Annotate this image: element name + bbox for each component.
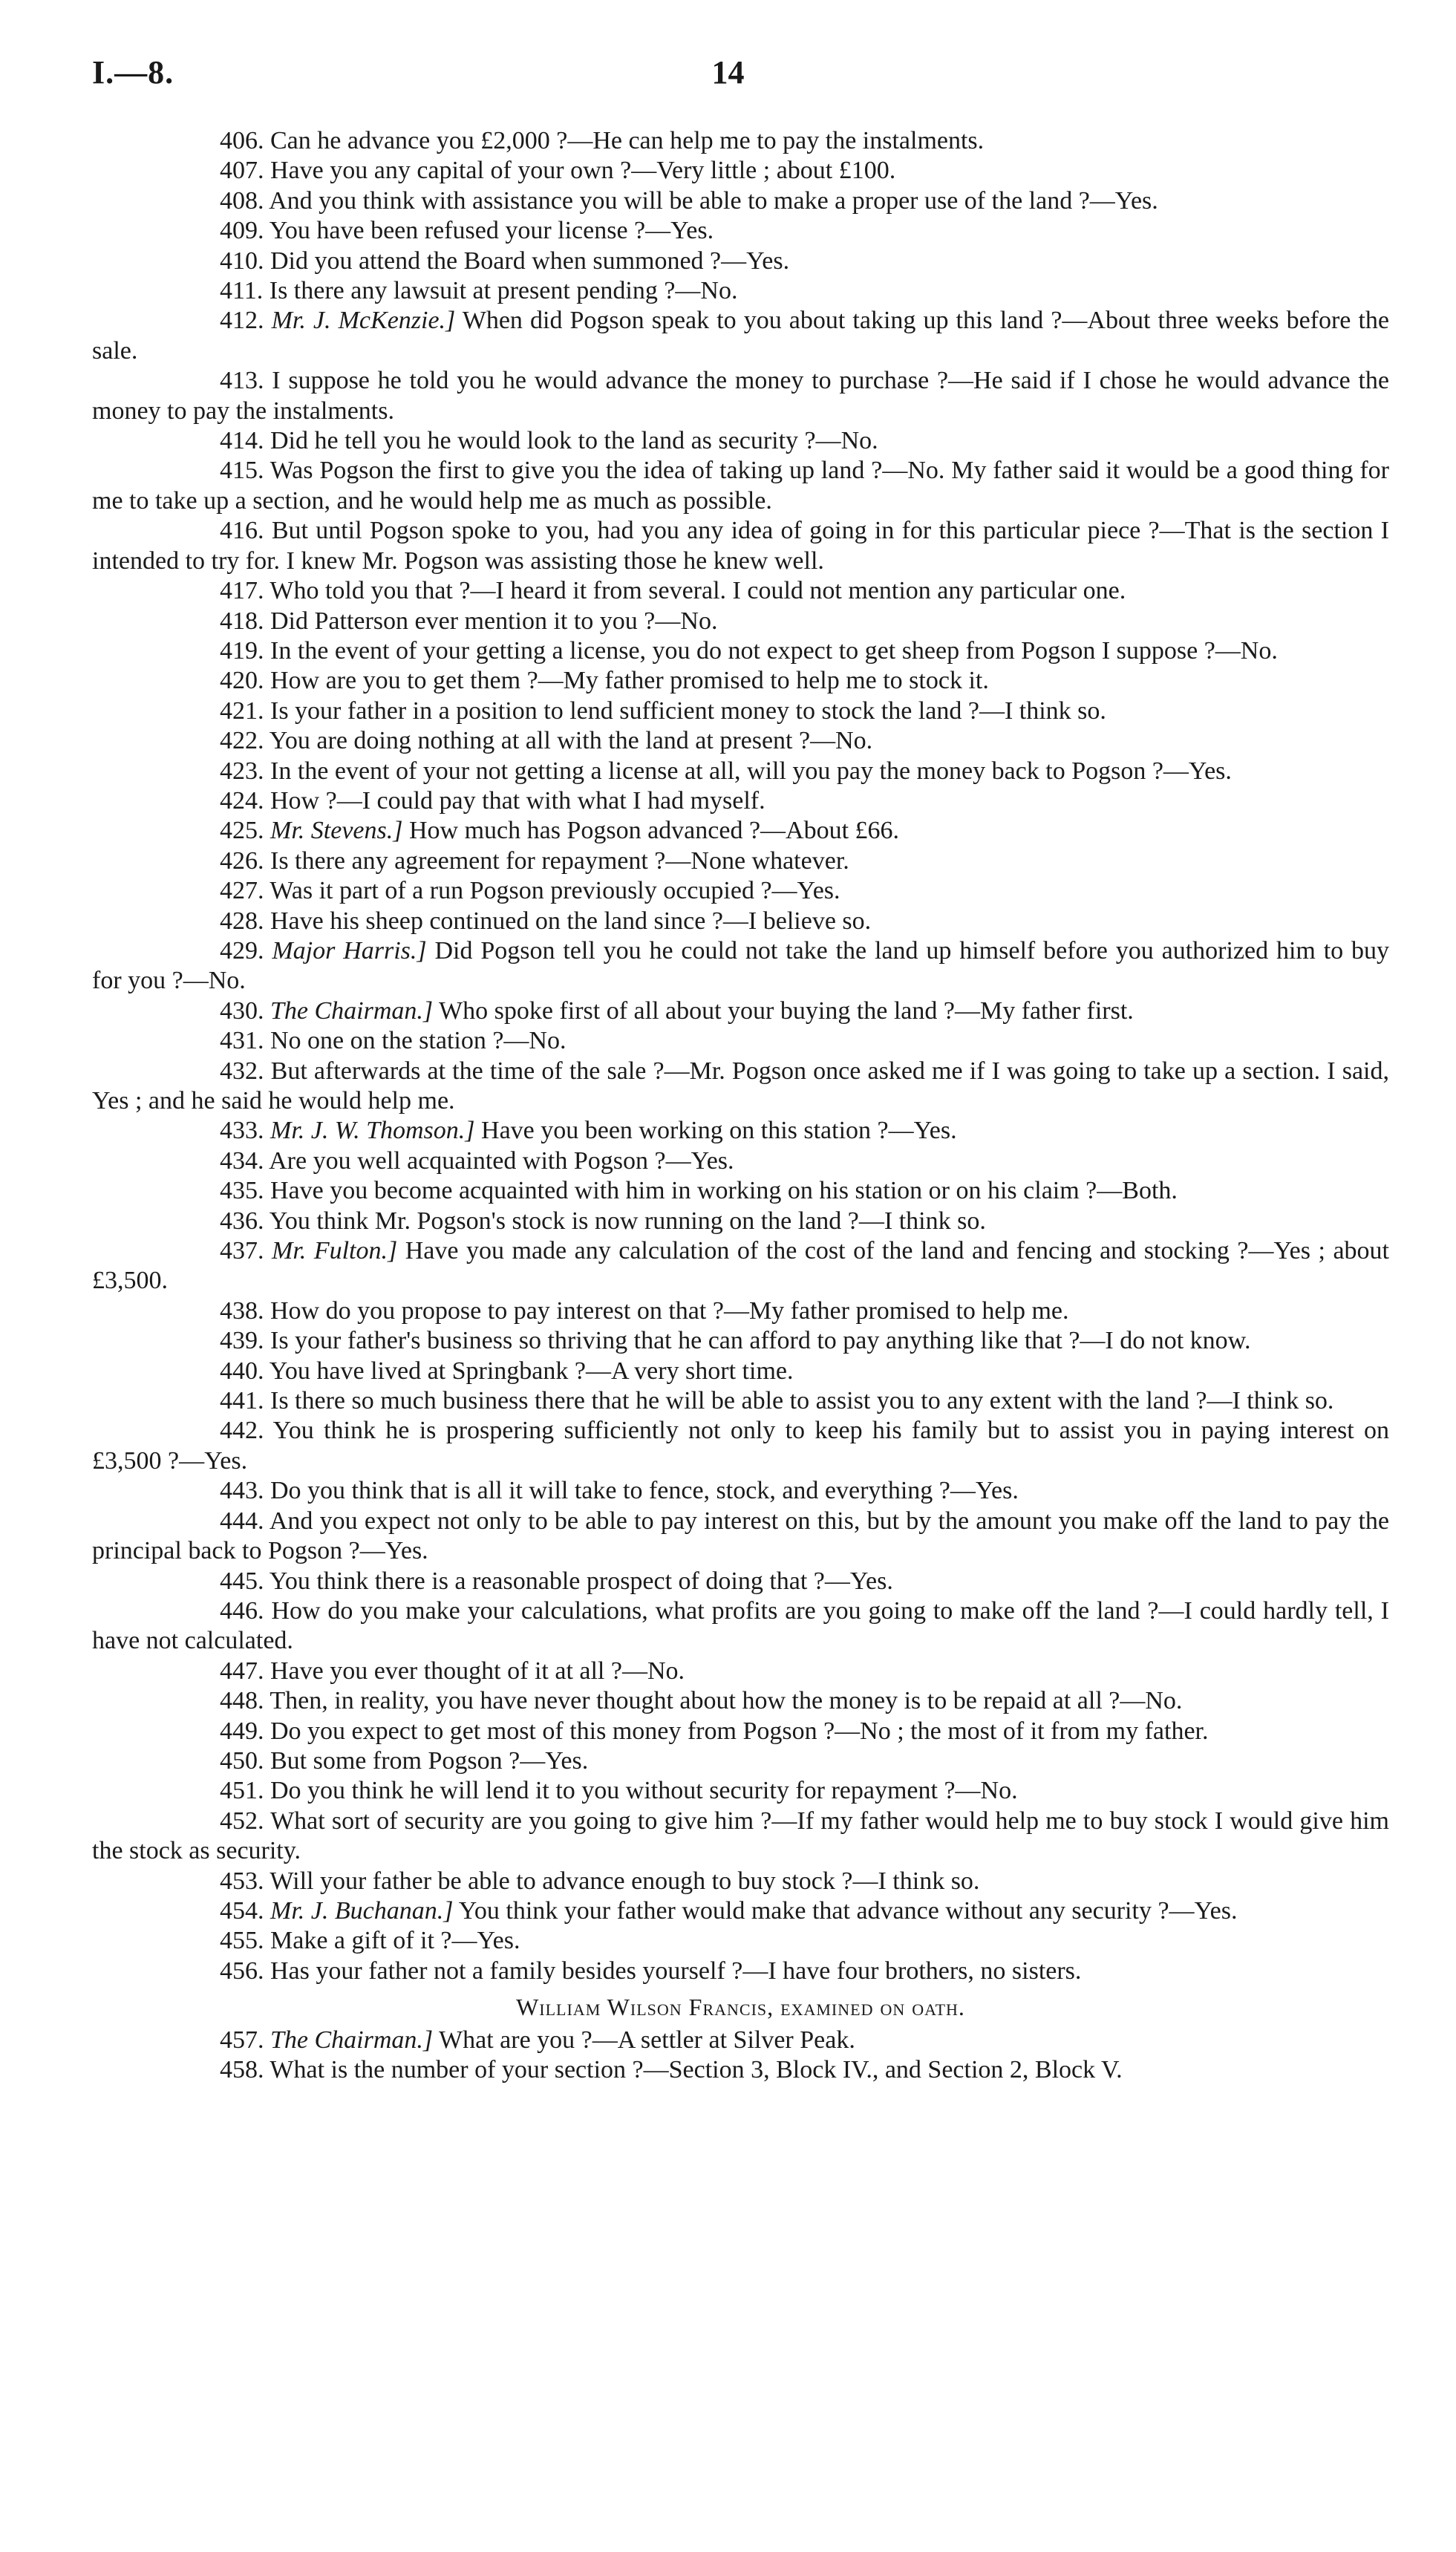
question-text: Is there any lawsuit at present pending ?—No. (269, 277, 738, 305)
question-text: In the event of your not getting a license at all, will you pay the money back to Pogson ?—Yes. (270, 757, 1232, 785)
question-number: 449. (220, 1717, 264, 1745)
question-entry (92, 666, 1389, 696)
question-number: 426. (220, 846, 264, 875)
question-number: 443. (220, 1477, 264, 1505)
speaker-name: Mr. J. W. Thomson.] (270, 1117, 475, 1145)
question-entry (92, 1296, 1389, 1326)
question-number: 414. (220, 427, 264, 455)
question-number: 453. (220, 1867, 264, 1895)
witness-heading: William Wilson Francis, examined on oath. (516, 1994, 965, 2021)
speaker-name: The Chairman.] (270, 2026, 434, 2054)
question-text: Are you well acquainted with Pogson ?—Yes. (269, 1146, 734, 1175)
question-entry (92, 1357, 1389, 1386)
question-text: Did you attend the Board when summoned ?—Yes. (270, 247, 790, 275)
question-entry (92, 607, 1389, 636)
question-text: Make a gift of it ?—Yes. (270, 1927, 520, 1955)
question-number: 411. (220, 277, 264, 305)
question-text: When did Pogson speak to you about taking up this land ?—About three weeks before the sale. (92, 307, 1390, 365)
question-entry (92, 1326, 1389, 1356)
question-number: 422. (220, 727, 264, 755)
question-text: Did Pogson tell you he could not take the land up himself before you authorized him to buy for you ?—No. (92, 936, 1389, 995)
question-entry (92, 247, 1389, 276)
question-text: How are you to get them ?—My father promised to help me to stock it. (270, 667, 989, 695)
question-text: Did he tell you he would look to the land as security ?—No. (270, 427, 878, 455)
question-number: 439. (220, 1327, 264, 1355)
question-text: You think Mr. Pogson's stock is now running on the land ?—I think so. (269, 1207, 986, 1235)
question-entry (92, 1717, 1389, 1746)
question-text: You have been refused your license ?—Yes. (269, 217, 714, 245)
question-number: 413. (220, 367, 264, 395)
question-entry (92, 306, 1389, 366)
question-number: 412. (220, 307, 264, 335)
question-entry (92, 786, 1389, 816)
question-entry (92, 1867, 1389, 1896)
question-number: 408. (220, 186, 264, 215)
speaker-name: Mr. Stevens.] (270, 817, 403, 845)
question-number: 415. (220, 457, 264, 485)
question-text: Then, in reality, you have never thought about how the money is to be repaid at all ?—No. (270, 1687, 1183, 1715)
question-number: 435. (220, 1177, 264, 1205)
question-text: You have lived at Springbank ?—A very short time. (269, 1357, 794, 1385)
question-number: 406. (220, 127, 264, 154)
question-number: 437. (220, 1237, 264, 1265)
question-text: Is there so much business there that he will be able to assist you to any extent with the land ?—I think so. (270, 1387, 1334, 1415)
question-text: How do you propose to pay interest on that ?—My father promised to help me. (270, 1296, 1069, 1325)
question-entry (92, 156, 1389, 186)
question-text: Has your father not a family besides yourself ?—I have four brothers, no sisters. (270, 1957, 1082, 1985)
testimony-body (92, 126, 1389, 2085)
question-entry (92, 1146, 1389, 1176)
question-text: Is your father's business so thriving that he can afford to pay anything like that ?—I do not know. (270, 1327, 1251, 1355)
question-number: 432. (220, 1057, 264, 1085)
question-number: 446. (220, 1596, 264, 1625)
question-number: 410. (220, 247, 264, 275)
question-number: 441. (220, 1387, 264, 1415)
question-list-continued (92, 2026, 1389, 2086)
question-text: You think there is a reasonable prospect of doing that ?—Yes. (269, 1567, 893, 1595)
question-number: 431. (220, 1027, 264, 1055)
question-entry (92, 696, 1389, 726)
question-entry (92, 936, 1389, 996)
question-entry (92, 1116, 1389, 1146)
question-entry (92, 1057, 1389, 1117)
question-entry (92, 1236, 1389, 1296)
question-number: 423. (220, 757, 264, 785)
question-text: Is your father in a position to lend sufficient money to stock the land ?—I think so. (270, 696, 1106, 725)
question-number: 433. (220, 1117, 264, 1145)
question-text: Was it part of a run Pogson previously occupied ?—Yes. (270, 877, 840, 905)
question-entry (92, 426, 1389, 456)
question-text: How much has Pogson advanced ?—About £66. (408, 817, 900, 845)
question-number: 430. (220, 996, 264, 1025)
question-number: 445. (220, 1567, 264, 1595)
question-text: But until Pogson spoke to you, had you any idea of going in for this particular piece ?—That is the section I intended to try for. I knew Mr. Pogson was assisting those he knew well. (92, 517, 1390, 575)
question-text: And you think with assistance you will be able to make a proper use of the land ?—Yes. (269, 186, 1158, 215)
question-text: Do you think that is all it will take to fence, stock, and everything ?—Yes. (270, 1477, 1019, 1505)
question-text: But afterwards at the time of the sale ?—Mr. Pogson once asked me if I was going to take up a section. I said, Yes ; and he said he would help me. (92, 1057, 1389, 1115)
question-entry (92, 456, 1389, 516)
question-text: Is there any agreement for repayment ?—None whatever. (270, 846, 849, 875)
question-entry (92, 2026, 1389, 2055)
question-number: 457. (220, 2026, 264, 2054)
question-text: And you expect not only to be able to pay interest on this, but by the amount you make off the land to pay the principal back to Pogson ?—Yes. (92, 1507, 1390, 1565)
speaker-name: Major Harris.] (272, 936, 427, 965)
question-entry (92, 757, 1389, 786)
question-entry (92, 1957, 1389, 1986)
question-entry (92, 1596, 1389, 1657)
question-text: What are you ?—A settler at Silver Peak. (439, 2026, 855, 2054)
question-entry (92, 907, 1389, 936)
question-text: What sort of security are you going to give him ?—If my father would help me to buy stock I would give him the stock as security. (92, 1807, 1389, 1865)
question-text: I suppose he told you he would advance the money to purchase ?—He said if I chose he would advance the money to pay the instalments. (92, 367, 1389, 425)
question-text: In the event of your getting a license, you do not expect to get sheep from Pogson I suppose ?—No. (270, 636, 1278, 665)
question-entry (92, 516, 1389, 576)
question-number: 440. (220, 1357, 264, 1385)
question-number: 442. (220, 1417, 264, 1445)
question-entry (92, 996, 1389, 1026)
question-entry (92, 726, 1389, 756)
speaker-name: Mr. J. Buchanan.] (270, 1896, 454, 1925)
question-number: 452. (220, 1807, 264, 1835)
question-entry (92, 1807, 1389, 1867)
question-entry (92, 1657, 1389, 1686)
question-number: 419. (220, 636, 264, 665)
question-entry (92, 1386, 1389, 1416)
question-number: 444. (220, 1507, 264, 1535)
speaker-name: Mr. J. McKenzie.] (271, 307, 456, 335)
document-reference: I.—8. (92, 54, 174, 91)
question-number: 417. (220, 577, 264, 605)
question-text: Can he advance you £2,000 ?—He can help me to pay the instalments. (270, 127, 985, 154)
question-text: But some from Pogson ?—Yes. (270, 1746, 589, 1775)
question-entry (92, 1507, 1389, 1567)
question-entry (92, 576, 1389, 606)
question-text: Have his sheep continued on the land since ?—I believe so. (270, 907, 872, 935)
question-entry (92, 366, 1389, 426)
question-text: Have you made any calculation of the cost of the land and fencing and stocking ?—Yes ; about £3,500. (92, 1237, 1389, 1295)
question-number: 409. (220, 217, 264, 245)
question-number: 451. (220, 1777, 264, 1805)
question-text: Have you any capital of your own ?—Very little ; about £100. (270, 157, 896, 185)
question-text: Do you expect to get most of this money from Pogson ?—No ; the most of it from my father. (270, 1717, 1209, 1745)
question-number: 424. (220, 786, 264, 815)
question-text: No one on the station ?—No. (270, 1027, 567, 1055)
question-text: You are doing nothing at all with the land at present ?—No. (269, 727, 873, 755)
question-number: 438. (220, 1296, 264, 1325)
question-text: Have you ever thought of it at all ?—No. (270, 1657, 685, 1685)
question-entry (92, 876, 1389, 906)
question-text: What is the number of your section ?—Section 3, Block IV., and Section 2, Block V. (270, 2056, 1123, 2083)
question-text: Who told you that ?—I heard it from several. I could not mention any particular one. (270, 577, 1126, 605)
question-number: 421. (220, 696, 264, 725)
question-text: Will your father be able to advance enough to buy stock ?—I think so. (270, 1867, 980, 1895)
question-text: Have you been working on this station ?—Yes. (481, 1117, 957, 1145)
question-entry (92, 1926, 1389, 1956)
question-list (92, 126, 1389, 1986)
question-entry (92, 2055, 1389, 2085)
question-entry (92, 1026, 1389, 1056)
question-entry (92, 1896, 1389, 1926)
question-entry (92, 276, 1389, 306)
question-number: 429. (220, 936, 264, 965)
question-number: 447. (220, 1657, 264, 1685)
page-header (92, 53, 1364, 91)
question-text: Have you become acquainted with him in working on his station or on his claim ?—Both. (270, 1177, 1178, 1205)
question-number: 425. (220, 817, 264, 845)
question-entry (92, 816, 1389, 846)
question-entry (92, 1686, 1389, 1716)
page-number: 14 (711, 54, 745, 91)
question-entry (92, 846, 1389, 876)
question-entry (92, 1176, 1389, 1206)
question-text: Do you think he will lend it to you without security for repayment ?—No. (270, 1777, 1018, 1805)
question-text: Was Pogson the first to give you the idea of taking up land ?—No. My father said it would be a good thing for me to take up a section, and he would help me as much as possible. (92, 457, 1390, 515)
question-number: 458. (220, 2056, 264, 2083)
question-entry (92, 1476, 1389, 1506)
question-number: 455. (220, 1927, 264, 1955)
question-number: 427. (220, 877, 264, 905)
question-text: Who spoke first of all about your buying the land ?—My father first. (439, 996, 1134, 1025)
question-entry (92, 216, 1389, 246)
question-text: How ?—I could pay that with what I had myself. (270, 786, 765, 815)
question-number: 434. (220, 1146, 264, 1175)
question-number: 416. (220, 517, 264, 545)
question-number: 407. (220, 157, 264, 185)
question-text: You think he is prospering sufficiently not only to keep his family but to assist you in paying interest on £3,500 ?—Yes. (92, 1417, 1389, 1475)
question-number: 454. (220, 1896, 264, 1925)
question-number: 456. (220, 1957, 264, 1985)
question-text: Did Patterson ever mention it to you ?—No. (270, 607, 718, 635)
question-entry (92, 1746, 1389, 1776)
question-entry (92, 636, 1389, 666)
question-text: You think your father would make that advance without any security ?—Yes. (458, 1896, 1238, 1925)
question-entry (92, 1776, 1389, 1806)
question-number: 418. (220, 607, 264, 635)
question-number: 420. (220, 667, 264, 695)
question-number: 428. (220, 907, 264, 935)
question-entry (92, 126, 1389, 156)
speaker-name: The Chairman.] (270, 996, 434, 1025)
question-number: 436. (220, 1207, 264, 1235)
question-entry (92, 1567, 1389, 1596)
question-entry (92, 186, 1389, 216)
question-number: 448. (220, 1687, 264, 1715)
question-text: How do you make your calculations, what profits are you going to make off the land ?—I could hardly tell, I have not calculated. (92, 1596, 1389, 1655)
question-entry (92, 1207, 1389, 1236)
speaker-name: Mr. Fulton.] (272, 1237, 398, 1265)
question-number: 450. (220, 1746, 264, 1775)
question-entry (92, 1416, 1389, 1476)
